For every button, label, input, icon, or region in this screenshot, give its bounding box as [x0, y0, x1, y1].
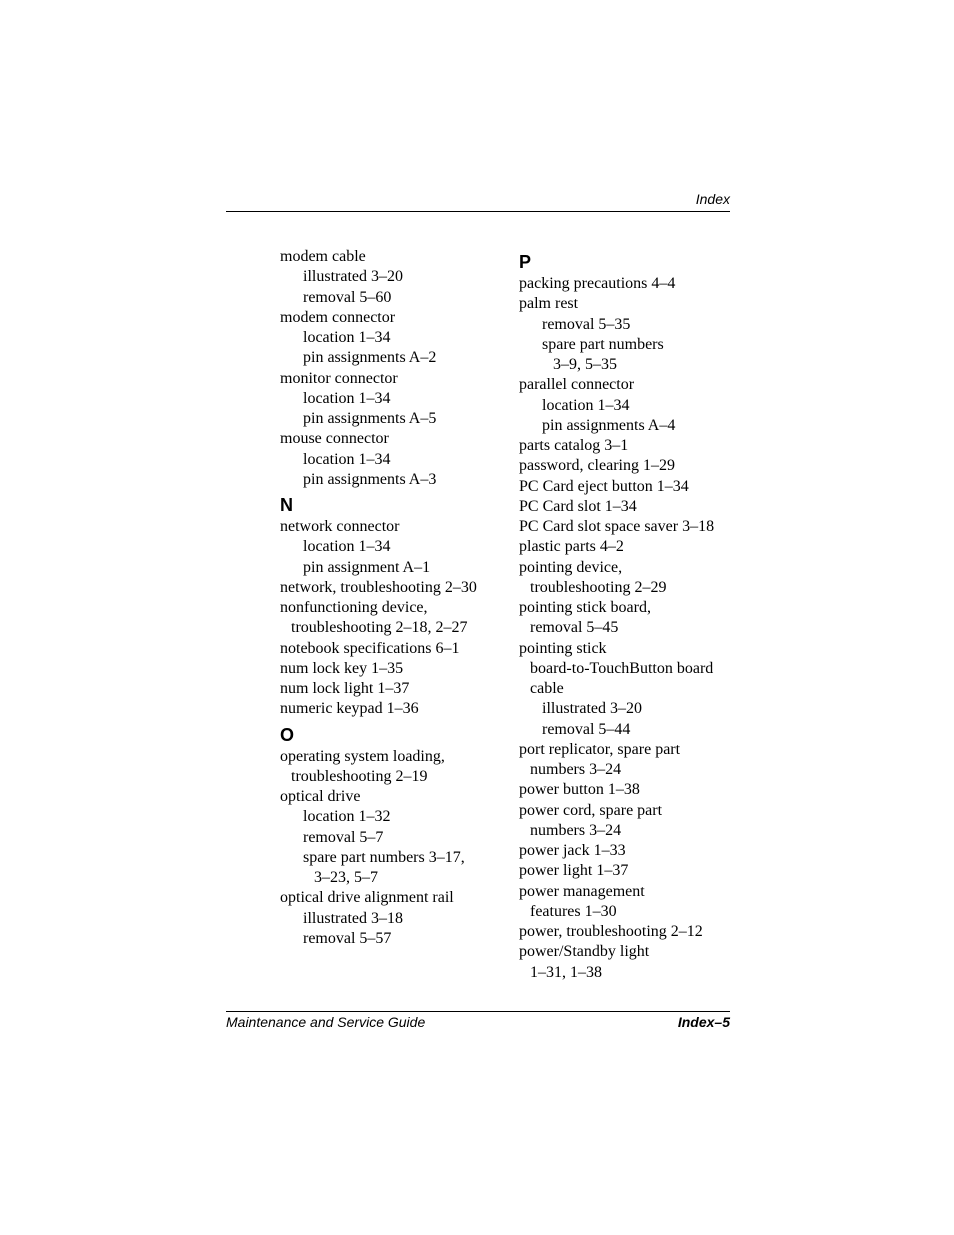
index-entry: palm rest	[519, 295, 579, 313]
index-subentry: 3–9, 5–35	[553, 356, 617, 373]
index-subentry: location 1–34	[542, 396, 630, 414]
index-entry: parallel connector	[519, 376, 635, 394]
index-subentry: illustrated 3–20	[303, 268, 403, 286]
index-subentry: spare part numbers 3–17,	[303, 848, 465, 866]
index-subentry: troubleshooting 2–19	[291, 767, 428, 785]
index-entry: modem cable	[280, 248, 366, 265]
index-subentry: 3–23, 5–7	[314, 869, 378, 886]
index-subentry: location 1–34	[303, 538, 391, 556]
index-subentry: removal 5–35	[542, 315, 631, 333]
running-header-title: Index	[695, 191, 730, 207]
index-subentry: removal 5–7	[303, 828, 384, 846]
index-entry: plastic parts 4–2	[519, 538, 624, 556]
index-entry: monitor connector	[280, 369, 398, 387]
index-section-letter: O	[280, 724, 295, 745]
index-subentry: pin assignments A–3	[303, 470, 437, 488]
index-subentry: numbers 3–24	[530, 821, 622, 839]
index-entry: pointing stick board,	[519, 599, 651, 616]
index-subentry: spare part numbers	[542, 335, 664, 353]
index-entry: PC Card slot space saver 3–18	[519, 518, 715, 535]
index-entry: packing precautions 4–4	[519, 275, 676, 292]
header-rule	[226, 211, 730, 212]
index-subentry: illustrated 3–18	[303, 909, 403, 927]
index-entry: power light 1–37	[519, 862, 629, 880]
index-section-letter: P	[519, 252, 532, 272]
index-subentry: features 1–30	[530, 902, 617, 920]
index-subentry: removal 5–57	[303, 929, 392, 947]
index-entry: power management	[519, 882, 645, 900]
index-entry: port replicator, spare part	[519, 740, 681, 758]
index-column-left	[280, 247, 505, 949]
index-section-letter: N	[280, 495, 293, 515]
index-entry: network connector	[280, 518, 400, 535]
index-subentry: board-to-TouchButton board	[530, 659, 714, 677]
index-subentry: cable	[530, 680, 564, 697]
index-entry: operating system loading,	[280, 747, 445, 765]
index-subentry: location 1–34	[303, 389, 391, 407]
index-entry: PC Card slot 1–34	[519, 497, 637, 515]
index-entry: parts catalog 3–1	[519, 437, 629, 454]
index-subentry: location 1–32	[303, 808, 391, 826]
index-subentry: troubleshooting 2–18, 2–27	[291, 619, 468, 637]
index-entry: password, clearing 1–29	[519, 457, 675, 475]
index-subentry: location 1–34	[303, 329, 391, 346]
index-subentry: pin assignments A–4	[542, 416, 676, 434]
index-entry: PC Card eject button 1–34	[519, 477, 689, 495]
index-entry: optical drive alignment rail	[280, 889, 454, 907]
index-entry: power/Standby light	[519, 943, 650, 961]
index-entry: notebook specifications 6–1	[280, 639, 460, 657]
index-entry: optical drive	[280, 788, 361, 805]
index-subentry: numbers 3–24	[530, 761, 622, 778]
index-column-right	[519, 247, 744, 983]
index-entry: power, troubleshooting 2–12	[519, 923, 703, 940]
index-subentry: pin assignments A–5	[303, 410, 437, 427]
index-entry: num lock key 1–35	[280, 659, 404, 677]
index-entry: numeric keypad 1–36	[280, 700, 419, 718]
index-subentry: removal 5–44	[542, 720, 631, 738]
footer-page-number: Index–5	[677, 1014, 730, 1030]
index-subentry: illustrated 3–20	[542, 700, 642, 718]
index-subentry: location 1–34	[303, 450, 391, 468]
index-entry: power jack 1–33	[519, 842, 626, 859]
index-entry: pointing stick	[519, 639, 607, 657]
index-entry: num lock light 1–37	[280, 680, 410, 697]
index-entry: power cord, spare part	[519, 801, 663, 819]
index-subentry: pin assignments A–2	[303, 349, 437, 367]
index-entry: nonfunctioning device,	[280, 599, 428, 616]
index-subentry: pin assignment A–1	[303, 558, 431, 576]
index-subentry: troubleshooting 2–29	[530, 578, 667, 596]
index-subentry: removal 5–60	[303, 288, 392, 306]
footer-rule	[226, 1011, 730, 1012]
index-entry: pointing device,	[519, 558, 623, 576]
footer-book-title: Maintenance and Service Guide	[226, 1014, 426, 1030]
index-entry: power button 1–38	[519, 781, 640, 799]
index-subentry: 1–31, 1–38	[530, 963, 602, 981]
index-entry: network, troubleshooting 2–30	[280, 578, 477, 596]
index-entry: modem connector	[280, 308, 396, 326]
index-subentry: removal 5–45	[530, 619, 619, 637]
index-entry: mouse connector	[280, 430, 389, 448]
